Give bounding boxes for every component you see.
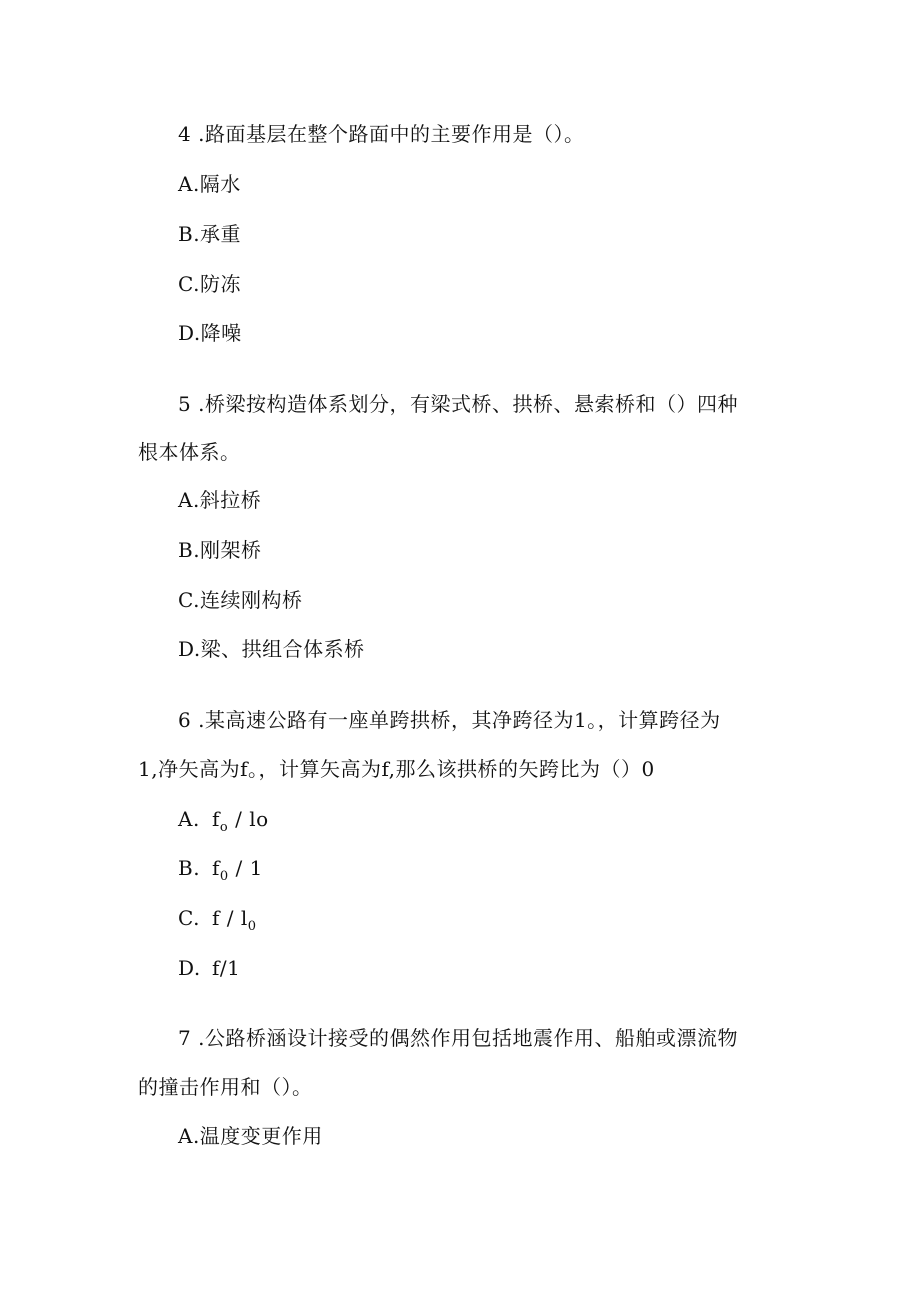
option-formula-main: f / l [212, 906, 248, 930]
question-4-stem: 4 .路面基层在整个路面中的主要作用是（）。 [178, 122, 585, 146]
option-label: D. [178, 956, 201, 980]
question-6-option-a [178, 807, 269, 840]
question-4-option-d: D.降噪 [178, 321, 242, 345]
question-6-option-c [178, 906, 257, 939]
question-6-option-b [178, 856, 263, 889]
question-4-option-c: C.防冻 [178, 272, 241, 296]
option-formula-subscript: 0 [219, 869, 229, 884]
option-formula-main: f [212, 807, 220, 831]
question-5-option-b: B.刚架桥 [178, 538, 262, 562]
option-formula-main: f/1 [212, 956, 241, 980]
option-label: C. [178, 906, 200, 930]
question-4-option-a: A.隔水 [178, 172, 241, 196]
question-6-stem-line1: 6 .某高速公路有一座单跨拱桥，其净跨径为1。，计算跨径为 [178, 708, 721, 732]
option-formula-main: f [212, 856, 220, 880]
option-label: A. [178, 807, 200, 831]
question-5-stem-line1: 5 .桥梁按构造体系划分，有梁式桥、拱桥、悬索桥和（）四种 [178, 392, 738, 416]
question-6-option-d [178, 956, 240, 980]
question-5-stem-line2: 根本体系。 [138, 440, 241, 464]
question-7-option-a: A.温度变更作用 [178, 1124, 323, 1148]
option-formula-rest: / 1 [235, 856, 263, 880]
question-6-stem-line2: 1,净矢高为f。，计算矢高为f,那么该拱桥的矢跨比为（）0 [138, 757, 655, 781]
question-7-stem-line1: 7 .公路桥涵设计接受的偶然作用包括地震作用、船舶或漂流物 [178, 1026, 738, 1050]
question-5-option-d: D.梁、拱组合体系桥 [178, 637, 365, 661]
question-4-option-b: B.承重 [178, 222, 242, 246]
option-formula-subscript: o [219, 820, 229, 835]
option-formula-rest: / lo [235, 807, 269, 831]
option-formula-subscript: 0 [247, 919, 257, 934]
question-5-option-a: A.斜拉桥 [178, 488, 262, 512]
question-7-stem-line2: 的撞击作用和（）。 [138, 1075, 313, 1099]
option-label: B. [178, 856, 201, 880]
question-5-option-c: C.连续刚构桥 [178, 588, 303, 612]
